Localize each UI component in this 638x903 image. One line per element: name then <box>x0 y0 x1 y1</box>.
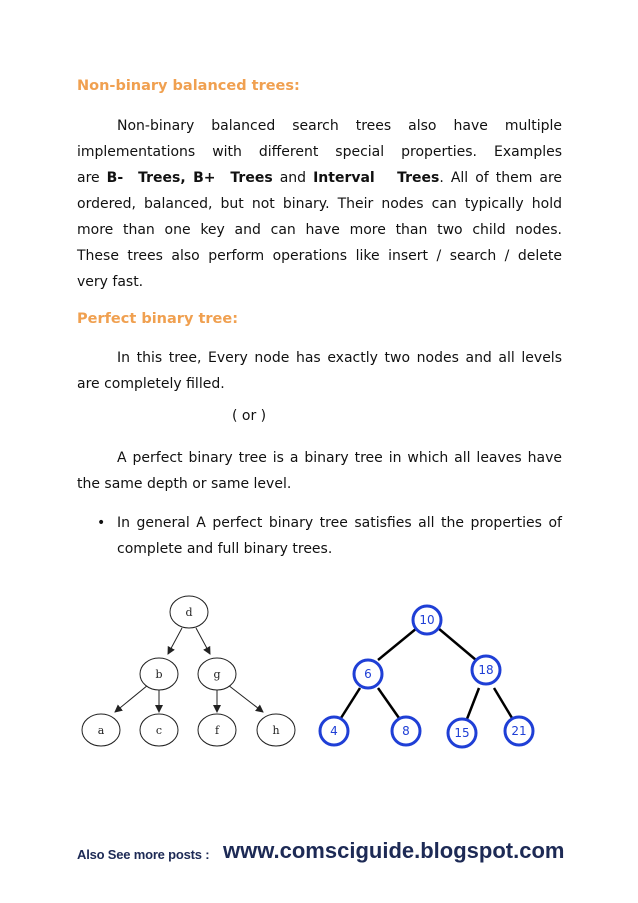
text-fragment: . All of them are <box>439 170 563 186</box>
paragraph-line: more than one key and can have more than two child nodes. <box>77 222 562 238</box>
tree-edge <box>196 628 210 654</box>
paragraph-line: very fast. <box>77 274 144 290</box>
paragraph-line: are completely filled. <box>77 376 225 392</box>
text-fragment: and <box>272 170 314 186</box>
tree-node-label: 4 <box>330 724 338 738</box>
text-fragment: are <box>77 170 107 186</box>
tree-node-label: h <box>272 724 280 737</box>
tree-node-label: 15 <box>454 726 470 740</box>
paragraph-line: In this tree, Every node has exactly two nodes and all levels <box>117 350 562 366</box>
term-text: Trees <box>230 170 273 186</box>
paragraph-line: ordered, balanced, but not binary. Their nodes can typically hold <box>77 196 562 212</box>
tree-node-label: 6 <box>364 667 372 681</box>
paragraph-line: the same depth or same level. <box>77 476 292 492</box>
paragraph-line: Non-binary balanced search trees also have multiple <box>117 118 562 134</box>
tree-edge <box>438 628 476 660</box>
term-text: Interval <box>313 170 375 186</box>
number-tree-diagram <box>314 600 549 750</box>
letter-tree-diagram <box>70 590 310 750</box>
bullet-item <box>97 510 562 562</box>
footer-url-link[interactable]: www.comsciguide.blogspot.com <box>223 838 565 863</box>
tree-node-label: a <box>97 724 105 737</box>
tree-edge <box>168 628 182 654</box>
tree-edge <box>378 628 417 660</box>
tree-node-label: 10 <box>419 613 435 627</box>
tree-edge <box>494 688 512 718</box>
tree-edge <box>115 685 148 712</box>
heading-perfect-binary-tree: Perfect binary tree: <box>77 311 238 327</box>
or-separator: ( or ) <box>232 408 267 424</box>
term-text: B- <box>106 170 124 186</box>
tree-edge <box>467 688 479 719</box>
term-b-trees <box>107 170 273 186</box>
paragraph-non-binary-trees <box>77 113 562 295</box>
paragraph-line: A perfect binary tree is a binary tree in which all leaves have <box>117 450 562 466</box>
tree-node-label: 21 <box>511 724 527 738</box>
paragraph-perfect-tree-alt-definition <box>77 445 562 497</box>
paragraph-line-with-terms <box>77 165 562 191</box>
paragraph-perfect-tree-definition <box>77 345 562 397</box>
tree-edge <box>378 688 399 718</box>
bullet-icon: • <box>97 515 106 531</box>
paragraph-line: implementations with different special properties. Examples <box>77 144 562 160</box>
heading-non-binary-balanced-trees: Non-binary balanced trees: <box>77 78 300 94</box>
term-interval-trees <box>313 170 439 186</box>
tree-node-label: g <box>213 668 221 681</box>
term-text: Trees, B+ <box>138 170 216 186</box>
footer-label: Also See more posts : <box>77 847 210 862</box>
tree-edge <box>228 685 263 712</box>
tree-node-label: b <box>155 668 163 681</box>
tree-node-label: 18 <box>478 663 494 677</box>
term-text: Trees <box>397 170 440 186</box>
bullet-line: complete and full binary trees. <box>117 541 333 557</box>
tree-node-label: c <box>155 724 163 737</box>
tree-node-label: d <box>185 606 193 619</box>
tree-node-label: f <box>214 724 220 737</box>
bullet-line: In general A perfect binary tree satisfies all the properties of <box>117 515 562 531</box>
tree-node-label: 8 <box>402 724 410 738</box>
paragraph-line: These trees also perform operations like insert / search / delete <box>77 248 562 264</box>
tree-edge <box>341 688 360 718</box>
